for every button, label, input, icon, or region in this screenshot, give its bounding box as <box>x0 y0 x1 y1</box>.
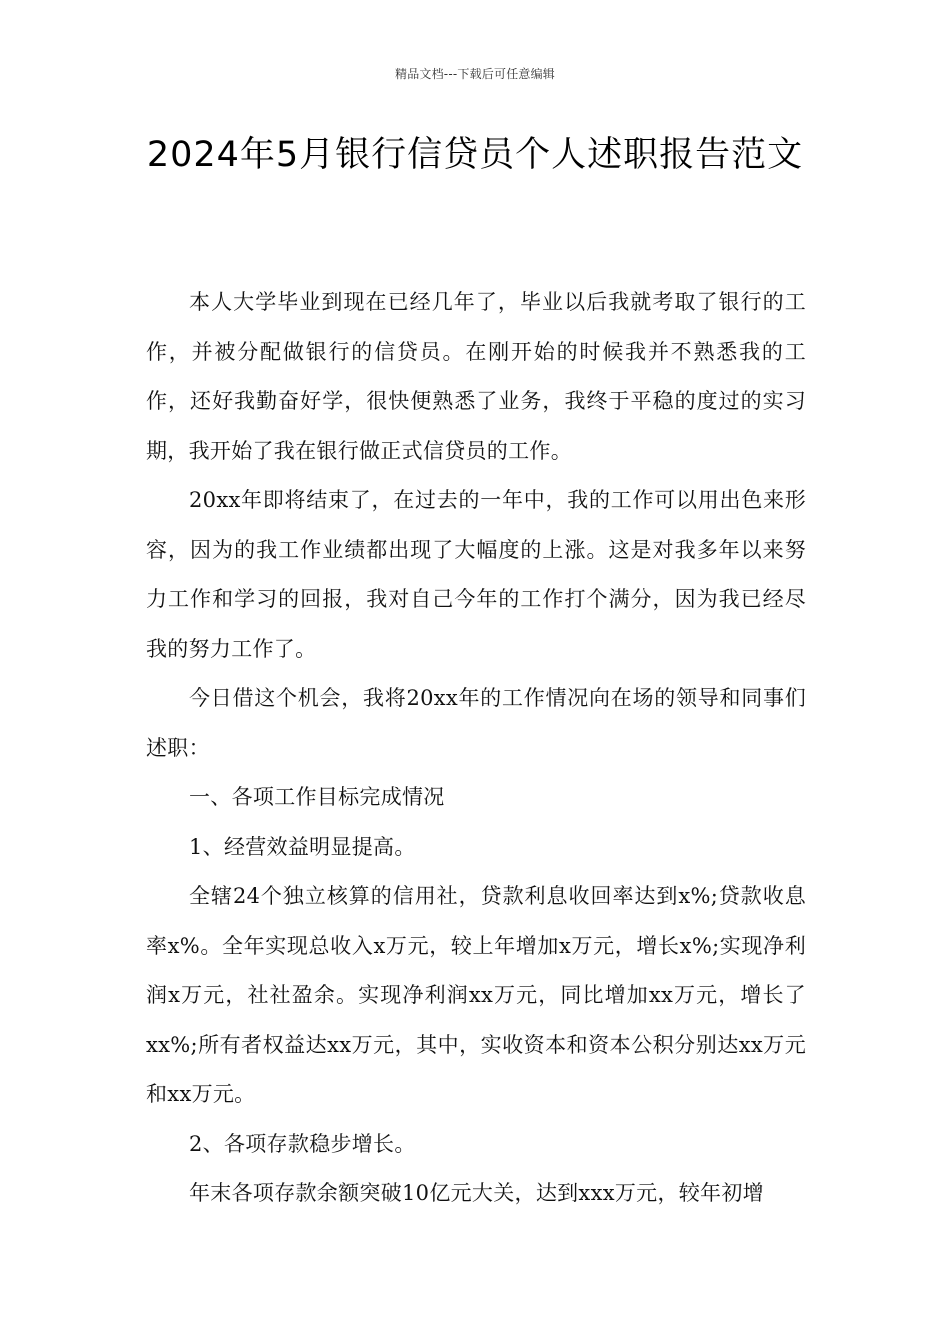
paragraph-year-summary: 20xx年即将结束了，在过去的一年中，我的工作可以用出色来形容，因为的我工作业绩都出现了大幅度的上涨。这是对我多年以来努力工作和学习的回报，我对自己今年的工作打个满分，因为我已经尽我的努力工作了。 <box>146 488 806 661</box>
subheading-2: 2、各项存款稳步增长。 <box>189 1131 416 1156</box>
subheading-1: 1、经营效益明显提高。 <box>189 834 416 859</box>
header-note: 精品文档---下载后可任意编辑 <box>395 67 555 81</box>
paragraph-profit: 全辖24个独立核算的信用社，贷款利息收回率达到x%;贷款收息率x%。全年实现总收入x万元，较上年增加x万元，增长x%;实现净利润x万元，社社盈余。实现净利润xx万元，同比增加xx万元，增长了xx%;所有者权益达xx万元，其中，实收资本和资本公积分别达xx万元和xx万元。 <box>146 884 806 1106</box>
paragraph-intro: 本人大学毕业到现在已经几年了，毕业以后我就考取了银行的工作，并被分配做银行的信贷员。在刚开始的时候我并不熟悉我的工作，还好我勤奋好学，很快便熟悉了业务，我终于平稳的度过的实习期，我开始了我在银行做正式信贷员的工作。 <box>146 290 806 463</box>
document-title: 2024年5月银行信贷员个人述职报告范文 <box>146 135 804 175</box>
paragraph-deposits: 年末各项存款余额突破10亿元大关，达到xxx万元，较年初增 <box>189 1181 764 1205</box>
document-body <box>146 278 806 1219</box>
section-heading-1: 一、各项工作目标完成情况 <box>189 785 445 809</box>
paragraph-report-intro: 今日借这个机会，我将20xx年的工作情况向在场的领导和同事们述职： <box>146 686 806 760</box>
